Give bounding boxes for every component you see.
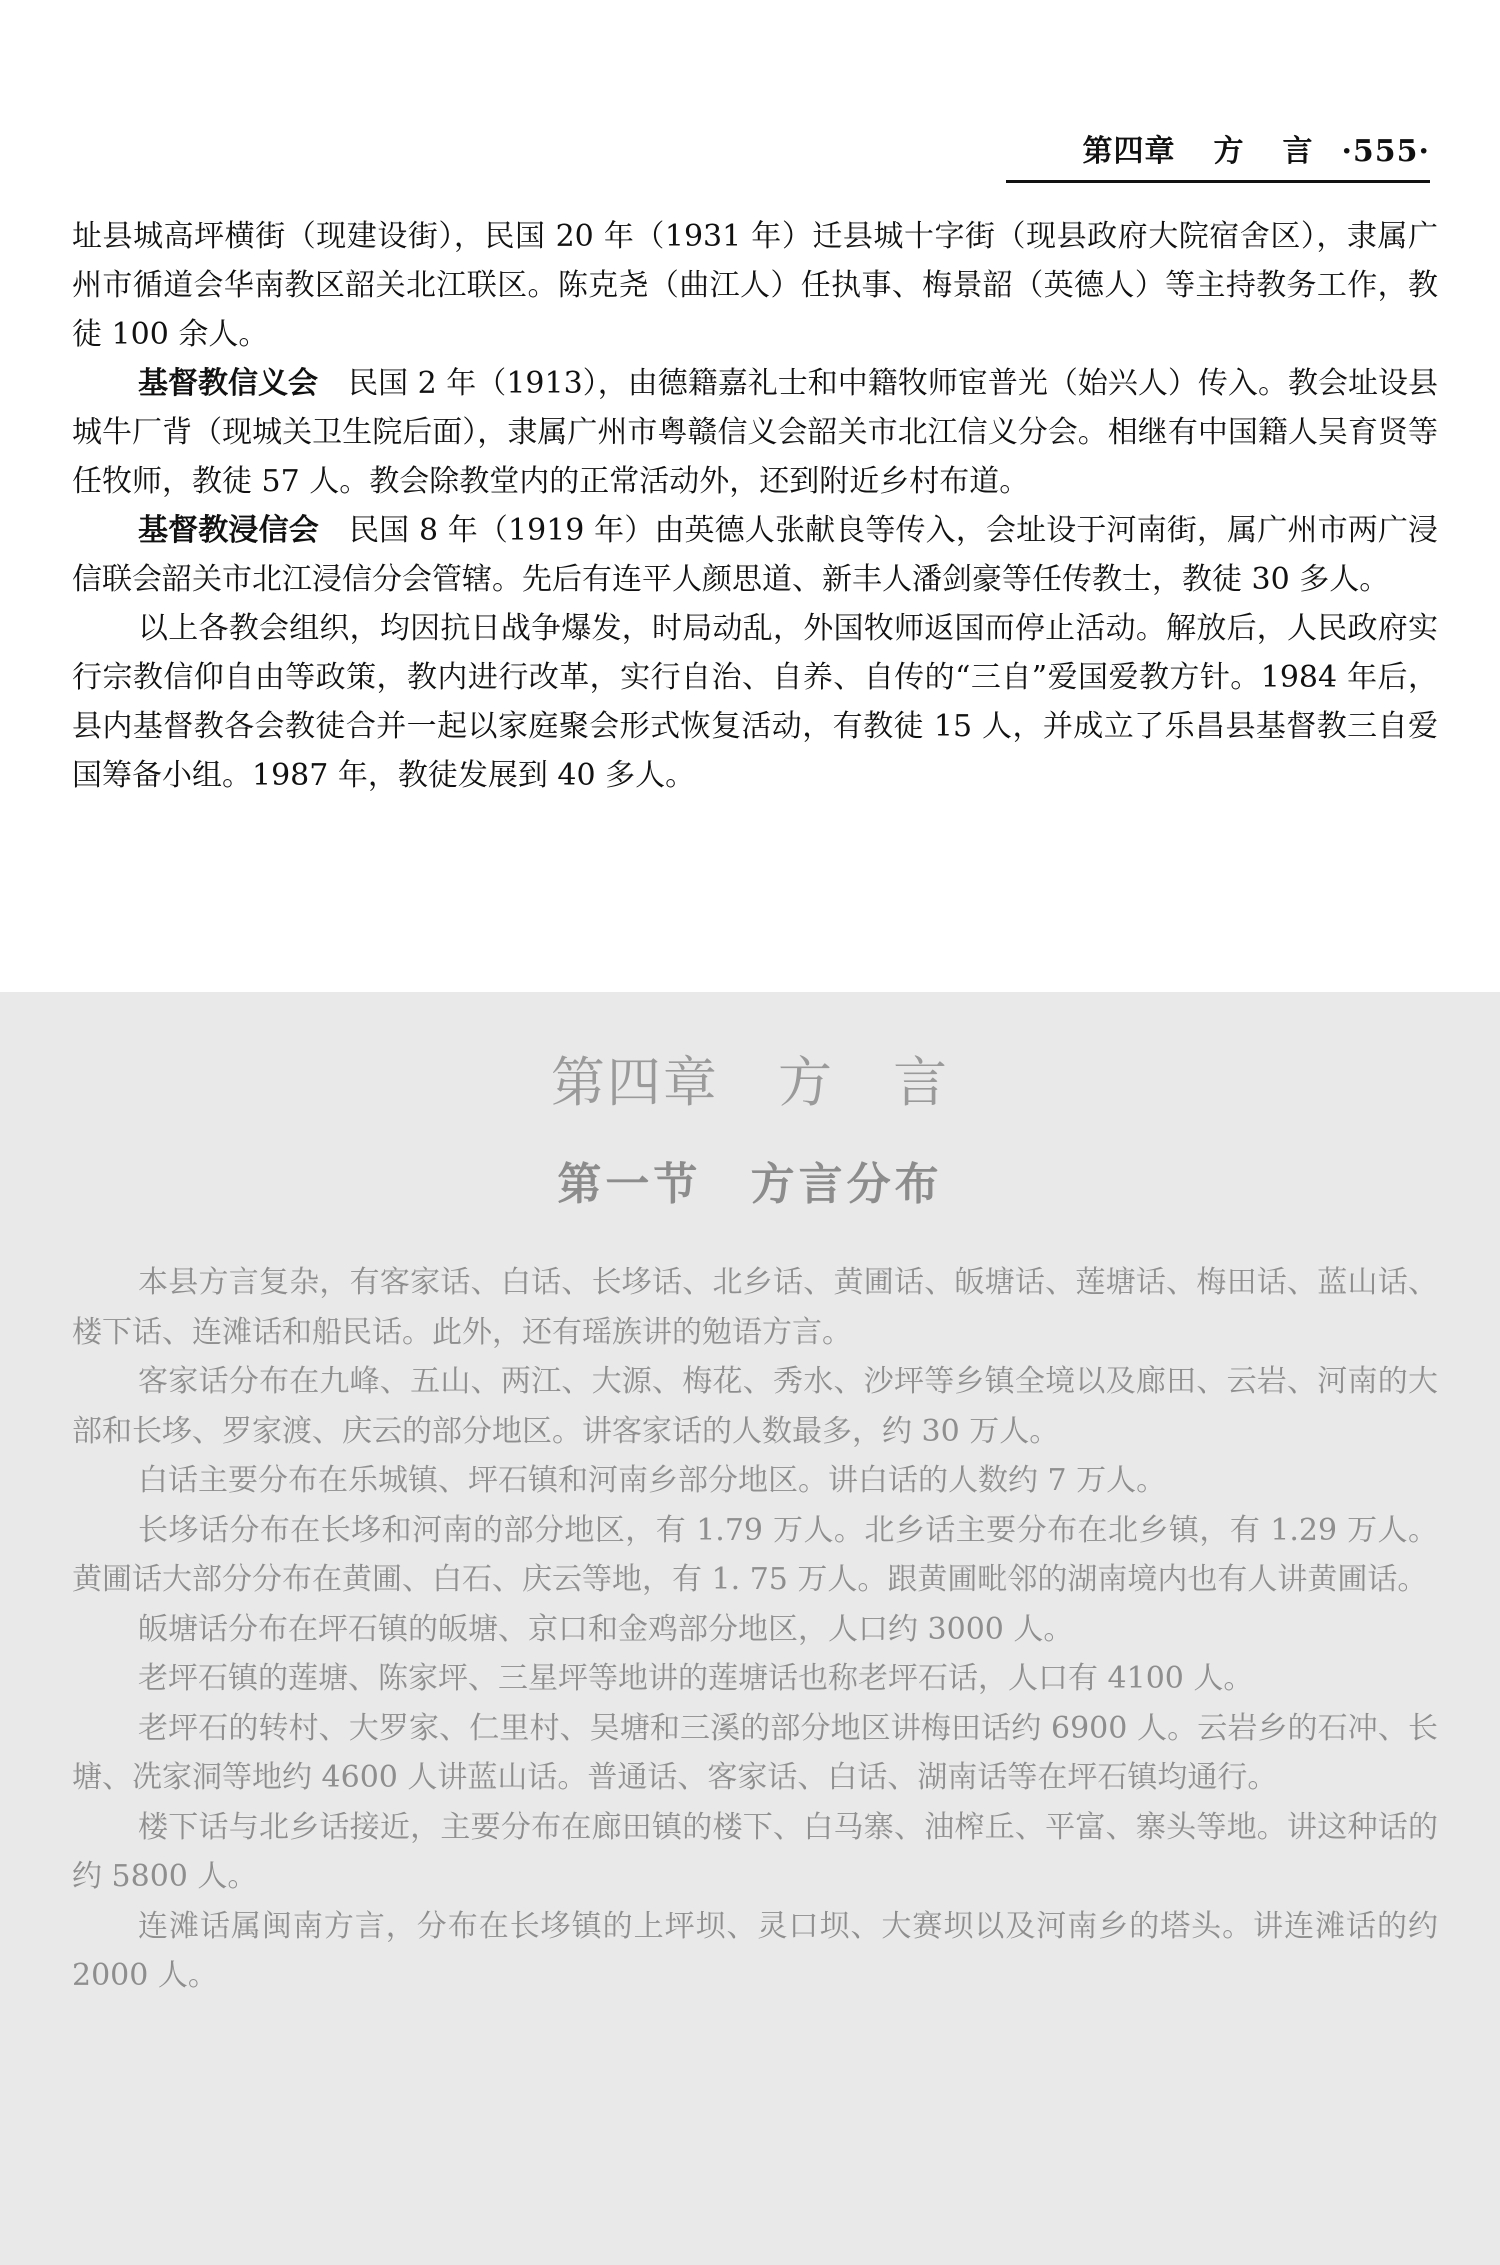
page-number: ·555· bbox=[1341, 134, 1430, 169]
dialect-paragraph: 老坪石镇的莲塘、陈家坪、三星坪等地讲的莲塘话也称老坪石话，人口有 4100 人。 bbox=[138, 1661, 1254, 1696]
dialect-paragraph: 楼下话与北乡话接近，主要分布在廊田镇的楼下、白马寨、油榨丘、平富、寨头等地。讲这种话的约 5800 人。 bbox=[72, 1809, 1438, 1894]
dialect-paragraph: 长垑话分布在长垑和河南的部分地区，有 1.79 万人。北乡话主要分布在北乡镇，有 1.29 万人。黄圃话大部分分布在黄圃、白石、庆云等地，有 1. 75 万人。跟黄圃毗邻的湖南境内也有人讲黄圃话。 bbox=[72, 1512, 1438, 1597]
header-chapter: 第四章 bbox=[1082, 134, 1176, 169]
dialect-paragraph: 皈塘话分布在坪石镇的皈塘、京口和金鸡部分地区，人口约 3000 人。 bbox=[138, 1611, 1074, 1647]
section-title: 第一节 方言分布 bbox=[557, 1159, 943, 1210]
lutheran-heading: 基督教信义会 bbox=[138, 366, 319, 401]
dialect-paragraph: 白话主要分布在乐城镇、坪石镇和河南乡部分地区。讲白话的人数约 7 万人。 bbox=[138, 1463, 1167, 1498]
dialect-text bbox=[72, 1258, 1438, 2001]
paragraph-continuation: 址县城高坪横街（现建设街），民国 20 年（1931 年）迁县城十字街（现县政府大院宿舍区），隶属广州市循道会华南教区韶关北江联区。陈克尧（曲江人）任执事、梅景韶（英德人）等主持教务工作，教徒 100 余人。 bbox=[72, 219, 1438, 352]
header-rule bbox=[1006, 180, 1430, 183]
dialect-paragraph: 连滩话属闽南方言，分布在长垑镇的上坪坝、灵口坝、大赛坝以及河南乡的塔头。讲连滩话的约 2000 人。 bbox=[72, 1908, 1438, 1993]
running-header bbox=[0, 126, 1430, 170]
lutheran-text: 民国 2 年（1913），由德籍嘉礼士和中籍牧师宦普光（始兴人）传入。教会址设县城牛厂背（现城关卫生院后面），隶属广州市粤赣信义会韶关市北江信义分会。相继有中国籍人吴育贤等任牧师，教徒 57 人。教会除教堂内的正常活动外，还到附近乡村布道。 bbox=[72, 366, 1438, 499]
dialect-paragraph: 本县方言复杂，有客家话、白话、长垑话、北乡话、黄圃话、皈塘话、莲塘话、梅田话、蓝山话、楼下话、连滩话和船民话。此外，还有瑶族讲的勉语方言。 bbox=[72, 1265, 1438, 1350]
dialect-paragraph: 老坪石的转村、大罗家、仁里村、吴塘和三溪的部分地区讲梅田话约 6900 人。云岩乡的石冲、长塘、冼家洞等地约 4600 人讲蓝山话。普通话、客家话、白话、湖南话等在坪石镇均通行。 bbox=[72, 1710, 1438, 1795]
chapter-title: 第四章 方 言 bbox=[550, 1051, 950, 1114]
paragraph-lutheran bbox=[72, 359, 1438, 506]
body-text bbox=[72, 212, 1438, 800]
baptist-heading: 基督教浸信会 bbox=[138, 513, 319, 548]
upper-page-region bbox=[0, 0, 1500, 992]
header-word-1: 方 bbox=[1213, 134, 1245, 169]
header-word-2: 言 bbox=[1282, 134, 1314, 169]
baptist-text: 民国 8 年（1919 年）由英德人张献良等传入，会址设于河南街，属广州市两广浸信联会韶关市北江浸信分会管辖。先后有连平人颜思道、新丰人潘剑豪等任传教士，教徒 30 多人。 bbox=[72, 513, 1438, 597]
paragraph-baptist bbox=[72, 506, 1438, 604]
dialect-paragraph: 客家话分布在九峰、五山、两江、大源、梅花、秀水、沙坪等乡镇全境以及廊田、云岩、河南的大部和长垑、罗家渡、庆云的部分地区。讲客家话的人数最多，约 30 万人。 bbox=[72, 1364, 1438, 1449]
paragraph-summary: 以上各教会组织，均因抗日战争爆发，时局动乱，外国牧师返国而停止活动。解放后，人民政府实行宗教信仰自由等政策，教内进行改革，实行自治、自养、自传的“三自”爱国爱教方针。1984 年后，县内基督教各会教徒合并一起以家庭聚会形式恢复活动，有教徒 15 人，并成立了乐昌县基督教三自爱国筹备小组。1987 年，教徒发展到 40 多人。 bbox=[72, 611, 1438, 793]
